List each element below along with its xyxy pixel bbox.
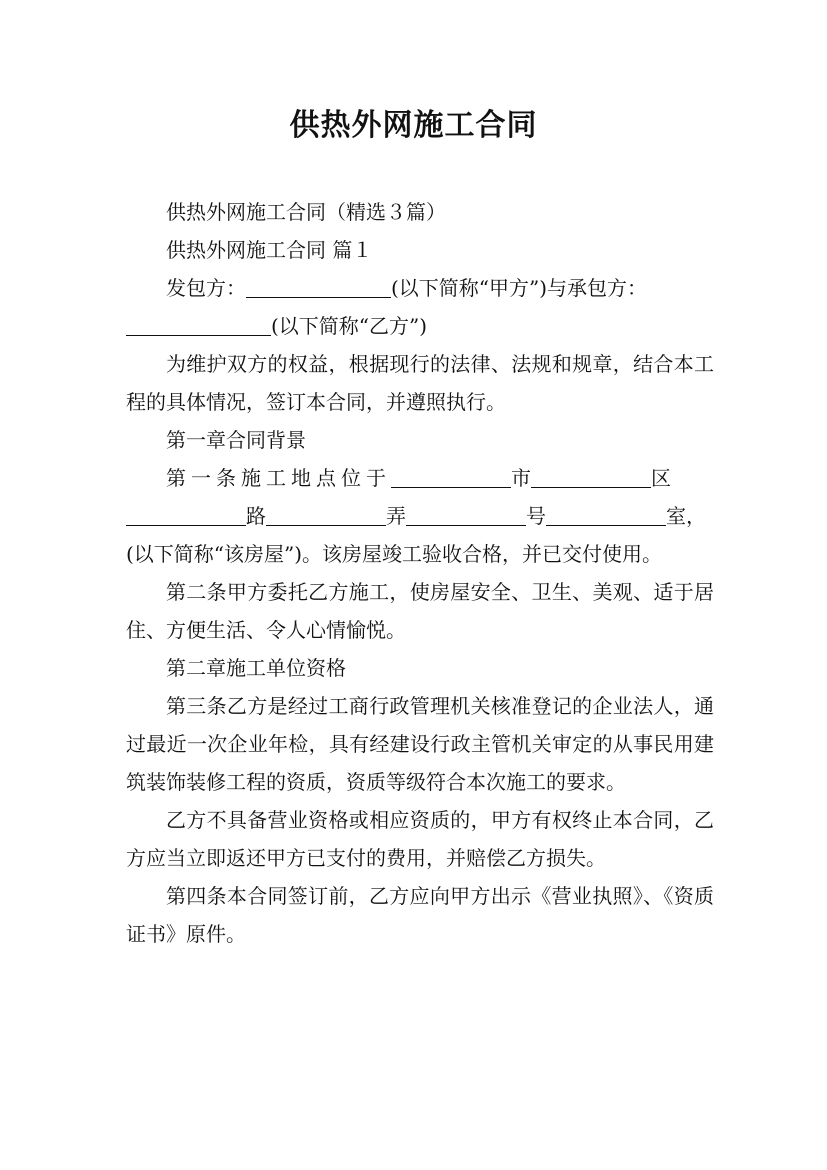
number-label: 号 xyxy=(526,504,546,528)
article-1-start: 第一条施工地点位于 xyxy=(166,466,391,490)
road-blank xyxy=(126,503,246,526)
party-a-suffix: (以下简称“甲方”)与承包方： xyxy=(391,276,648,300)
article-1-line-1 xyxy=(126,459,714,497)
document-title: 供热外网施工合同 xyxy=(289,108,538,143)
article-2: 第二条甲方委托乙方施工，使房屋安全、卫生、美观、适于居住、方便生活、令人心情愉悦。 xyxy=(126,580,714,642)
road-label: 路 xyxy=(246,504,266,528)
district-label: 区 xyxy=(651,466,671,490)
chapter-1-heading: 第一章合同背景 xyxy=(166,428,306,452)
party-a-prefix: 发包方： xyxy=(166,276,246,300)
city-label: 市 xyxy=(511,466,531,490)
room-label: 室， xyxy=(666,504,706,528)
party-a-blank xyxy=(246,275,391,298)
article-3-second-paragraph: 乙方不具备营业资格或相应资质的，甲方有权终止本合同，乙方应当立即返还甲方已支付的费用，并赔偿乙方损失。 xyxy=(126,808,714,870)
article-4: 第四条本合同签订前，乙方应向甲方出示《营业执照》、《资质证书》原件。 xyxy=(126,884,714,946)
section-heading: 供热外网施工合同 篇１ xyxy=(166,238,373,262)
subtitle: 供热外网施工合同（精选３篇） xyxy=(166,200,446,224)
number-blank xyxy=(406,503,526,526)
party-a-line xyxy=(126,269,714,307)
room-blank xyxy=(546,503,666,526)
article-3: 第三条乙方是经过工商行政管理机关核准登记的企业法人，通过最近一次企业年检，具有经建设行政主管机关审定的从事民用建筑装饰装修工程的资质，资质等级符合本次施工的要求。 xyxy=(126,694,714,794)
party-b-suffix: (以下简称“乙方”) xyxy=(271,314,428,338)
document-body xyxy=(126,193,714,953)
lane-blank xyxy=(266,503,386,526)
chapter-2-heading: 第二章施工单位资格 xyxy=(166,656,346,680)
district-blank xyxy=(531,465,651,488)
article-1-rest: (以下简称“该房屋”)。该房屋竣工验收合格，并已交付使用。 xyxy=(126,542,663,566)
city-blank xyxy=(391,465,511,488)
party-b-blank xyxy=(126,313,271,336)
lane-label: 弄 xyxy=(386,504,406,528)
intro-paragraph: 为维护双方的权益，根据现行的法律、法规和规章，结合本工程的具体情况，签订本合同，并遵照执行。 xyxy=(126,352,714,414)
article-1-line-2 xyxy=(126,497,714,535)
party-b-line xyxy=(126,307,714,345)
